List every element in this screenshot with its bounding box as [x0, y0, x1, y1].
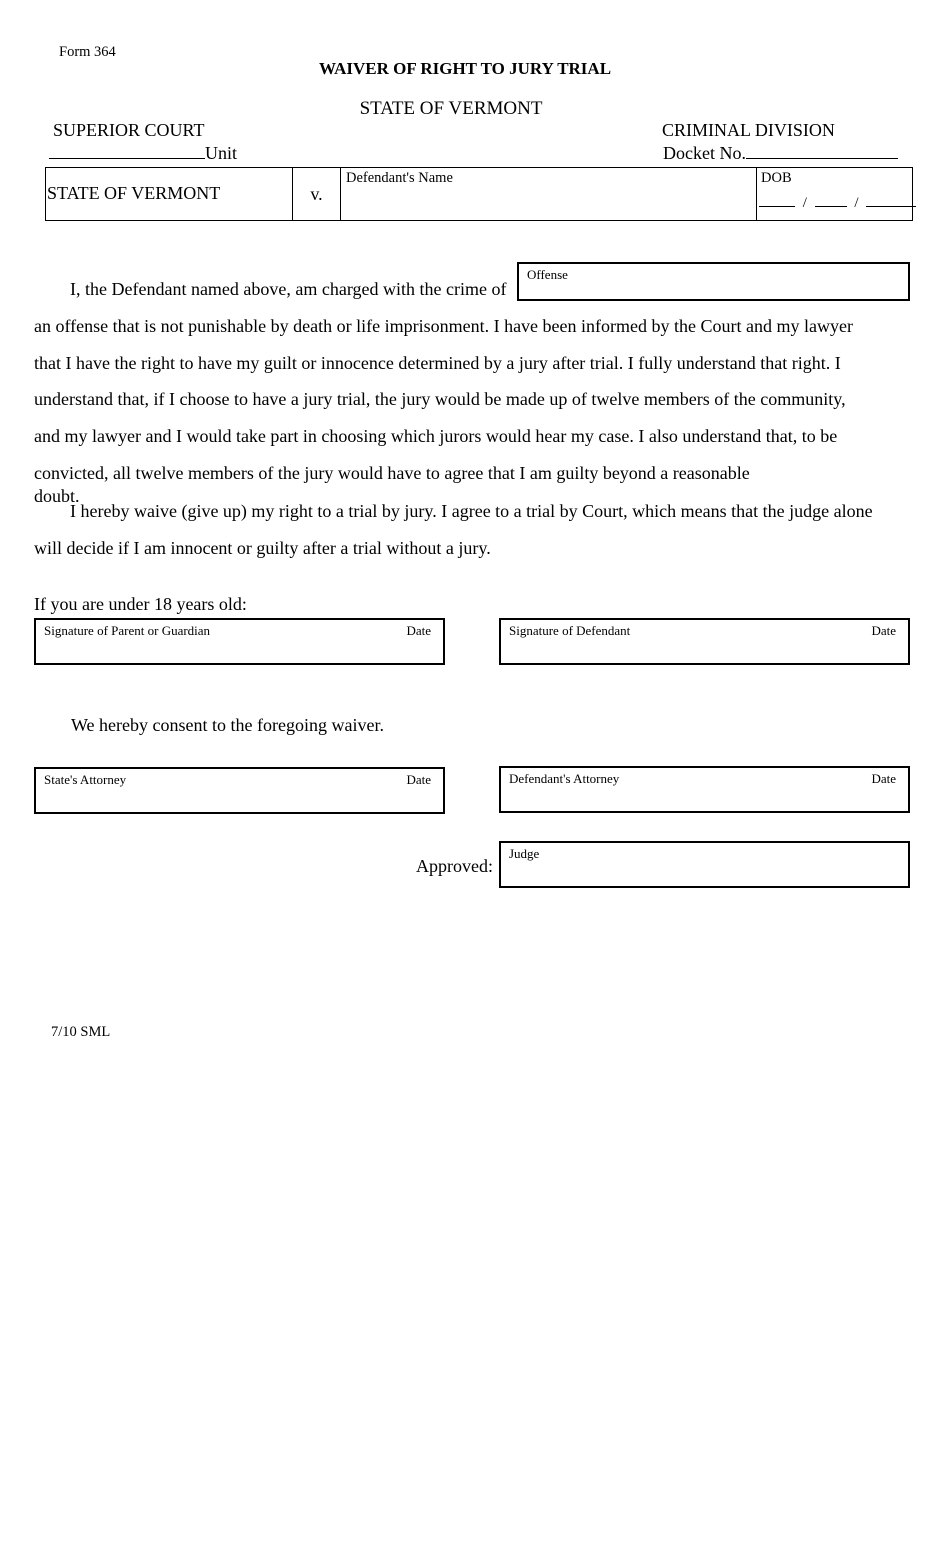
defendants-attorney-date-label: Date [871, 771, 896, 786]
offense-field[interactable] [517, 262, 910, 301]
court-name: SUPERIOR COURT [53, 120, 205, 140]
body-line-3: understand that, if I choose to have a jury trial, the jury would be made up of twelve members of the community, [34, 389, 846, 409]
docket-field[interactable] [663, 142, 898, 164]
dob-day[interactable] [815, 190, 847, 207]
body-line-5b: doubt. [34, 486, 80, 506]
docket-label: Docket No. [663, 143, 746, 163]
defendant-signature-field[interactable] [499, 618, 910, 665]
body-line-1: an offense that is not punishable by death or life imprisonment. I have been informed by the Court and my lawyer [34, 316, 853, 336]
defendant-name-field[interactable] [340, 168, 756, 220]
plaintiff-name: STATE OF VERMONT [47, 183, 221, 203]
dob-month[interactable] [759, 190, 795, 207]
dob-blanks[interactable]: / / [759, 190, 916, 212]
judge-label: Judge [509, 846, 540, 861]
approved-label: Approved: [416, 856, 493, 876]
offense-label: Offense [527, 267, 568, 282]
dob-field[interactable] [756, 168, 912, 220]
parent-signature-field[interactable] [34, 618, 445, 665]
waiver-line-2: will decide if I am innocent or guilty after a trial without a jury. [34, 538, 491, 558]
defendants-attorney-field[interactable] [499, 766, 910, 813]
lead-in-text: I, the Defendant named above, am charged with the crime of [70, 279, 507, 299]
defendant-signature-label: Signature of Defendant [509, 623, 631, 638]
states-attorney-date-label: Date [406, 772, 431, 787]
body-line-5: convicted, all twelve members of the jury would have to agree that I am guilty beyond a reasonable [34, 463, 750, 483]
waiver-line-1: I hereby waive (give up) my right to a trial by jury. I agree to a trial by Court, which means that the judge alone [70, 501, 873, 521]
body-line-4: and my lawyer and I would take part in choosing which jurors would hear my case. I also understand that, to be [34, 426, 838, 446]
body-line-2: that I have the right to have my guilt or innocence determined by a jury after trial. I fully understand that right. I [34, 353, 841, 373]
unit-label: Unit [205, 143, 238, 163]
states-attorney-field[interactable] [34, 767, 445, 814]
parent-date-label: Date [406, 623, 431, 638]
revision-code: 7/10 SML [51, 1024, 111, 1040]
under18-note: If you are under 18 years old: [34, 594, 247, 614]
unit-blank[interactable] [49, 142, 205, 159]
form-number: Form 364 [59, 44, 116, 60]
versus-text: v. [310, 184, 323, 204]
form-title: WAIVER OF RIGHT TO JURY TRIAL [318, 59, 612, 78]
versus-cell [292, 168, 340, 220]
defendant-name-label: Defendant's Name [346, 170, 453, 186]
division-name: CRIMINAL DIVISION [662, 120, 835, 140]
parent-signature-label: Signature of Parent or Guardian [44, 623, 211, 638]
state-heading: STATE OF VERMONT [359, 98, 543, 119]
defendants-attorney-label: Defendant's Attorney [509, 771, 620, 786]
consent-text: We hereby consent to the foregoing waiver. [71, 715, 384, 735]
dob-year[interactable] [866, 190, 916, 207]
dob-label: DOB [761, 170, 792, 186]
judge-signature-field[interactable] [499, 841, 910, 888]
unit-field[interactable] [49, 142, 237, 164]
states-attorney-label: State's Attorney [44, 772, 127, 787]
case-caption [45, 167, 913, 221]
docket-blank[interactable] [746, 142, 898, 159]
defendant-date-label: Date [871, 623, 896, 638]
